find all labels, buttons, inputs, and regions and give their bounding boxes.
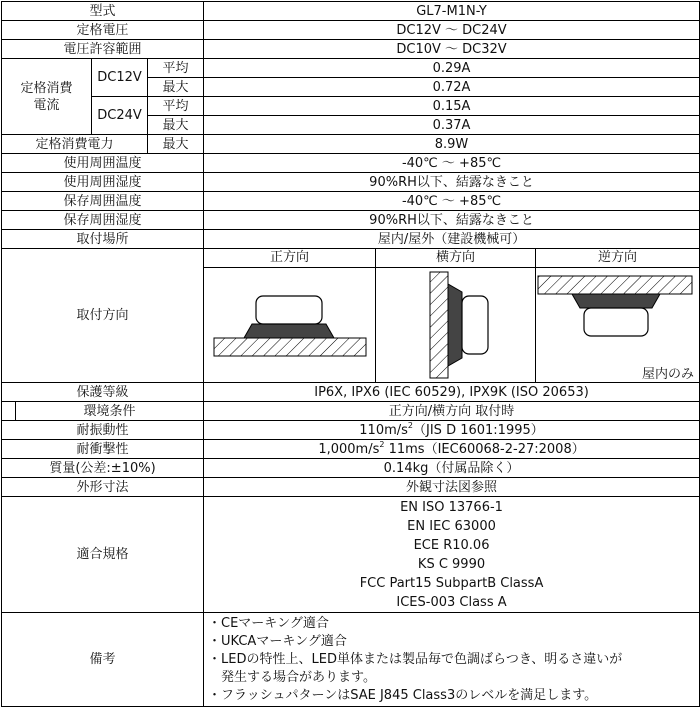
reverse-mount-diagram bbox=[536, 268, 700, 382]
row-current-dc12-avg bbox=[2, 59, 700, 78]
mount-surface-hatch bbox=[214, 338, 366, 356]
row-standards bbox=[2, 497, 700, 613]
orientation-side-label: 横方向 bbox=[376, 249, 535, 268]
vibration-value-main: 110m/s bbox=[359, 422, 408, 438]
shock-label: 耐衝撃性 bbox=[2, 440, 204, 459]
dimensions-label: 外形寸法 bbox=[2, 478, 204, 497]
row-orientation bbox=[2, 249, 700, 383]
current-label bbox=[2, 59, 92, 135]
row-env bbox=[2, 402, 700, 421]
shock-value bbox=[204, 440, 700, 459]
vibration-sup: 2 bbox=[407, 420, 414, 430]
st-temp-label: 保存周囲温度 bbox=[2, 192, 204, 211]
row-st-temp bbox=[2, 192, 700, 211]
dc24-max-label: 最大 bbox=[148, 116, 204, 135]
dc12-max-label: 最大 bbox=[148, 78, 204, 97]
dc12-label: DC12V bbox=[92, 59, 148, 97]
row-shock bbox=[2, 440, 700, 459]
vibration-label: 耐振動性 bbox=[2, 421, 204, 440]
remark-line: ・UKCAマーキング適合 bbox=[208, 633, 347, 649]
vibration-value-std: （JIS D 1601:1995） bbox=[413, 422, 544, 438]
orientation-reverse-label: 逆方向 bbox=[536, 249, 699, 268]
shock-sup: 2 bbox=[379, 439, 385, 449]
standard-item: EN IEC 63000 bbox=[407, 518, 496, 534]
mount-wall-hatch bbox=[430, 272, 448, 378]
env-label: 環境条件 bbox=[16, 402, 204, 421]
mass-value: 0.14kg（付属品除く） bbox=[204, 459, 700, 478]
power-label: 定格消費電力 bbox=[2, 135, 148, 154]
standard-item: EN ISO 13766-1 bbox=[400, 499, 503, 515]
row-protection bbox=[2, 383, 700, 402]
dc24-label: DC24V bbox=[92, 97, 148, 135]
indoor-only-note: 屋内のみ bbox=[642, 367, 695, 382]
power-sub-label: 最大 bbox=[148, 135, 204, 154]
row-rated-voltage bbox=[2, 21, 700, 40]
mount-ceiling-hatch bbox=[538, 276, 692, 294]
lamp-base bbox=[572, 294, 660, 308]
dc24-avg-label: 平均 bbox=[148, 97, 204, 116]
spec-table bbox=[1, 1, 700, 707]
dc12-avg-label: 平均 bbox=[148, 59, 204, 78]
env-value: 正方向/横方向 取付時 bbox=[204, 402, 700, 421]
remarks-list bbox=[204, 613, 700, 707]
voltage-range-label: 電圧許容範囲 bbox=[2, 40, 204, 59]
rated-voltage-value: DC12V ～ DC24V bbox=[204, 21, 700, 40]
op-humidity-label: 使用周囲湿度 bbox=[2, 173, 204, 192]
remark-line: ・フラッシュパターンはSAE J845 Class3のレベルを満足します。 bbox=[208, 687, 598, 703]
row-remarks bbox=[2, 613, 700, 707]
row-voltage-range bbox=[2, 40, 700, 59]
standards-label: 適合規格 bbox=[2, 497, 204, 613]
row-model bbox=[2, 2, 700, 21]
lamp-lens bbox=[462, 296, 488, 354]
row-location bbox=[2, 230, 700, 249]
st-humidity-label: 保存周囲湿度 bbox=[2, 211, 204, 230]
standard-item: KS C 9990 bbox=[417, 556, 486, 572]
row-op-temp bbox=[2, 154, 700, 173]
model-value: GL7-M1N-Y bbox=[204, 2, 700, 21]
row-op-humidity bbox=[2, 173, 700, 192]
lamp-base bbox=[448, 284, 462, 366]
dimensions-value: 外観寸法図参照 bbox=[204, 478, 700, 497]
shock-value-main: 1,000m/s bbox=[318, 441, 380, 457]
lamp-lens bbox=[256, 296, 322, 324]
remark-line: ・CEマーキング適合 bbox=[208, 615, 329, 631]
mass-label: 質量(公差:±10%) bbox=[2, 459, 204, 478]
dc12-avg-value: 0.29A bbox=[204, 59, 700, 78]
rated-voltage-label: 定格電圧 bbox=[2, 21, 204, 40]
st-humidity-value: 90%RH以下、結露なきこと bbox=[204, 211, 700, 230]
env-indent bbox=[2, 402, 16, 421]
model-label: 型式 bbox=[2, 2, 204, 21]
current-label-line2: 電流 bbox=[33, 97, 60, 113]
vibration-value bbox=[204, 421, 700, 440]
row-vibration bbox=[2, 421, 700, 440]
op-temp-label: 使用周囲温度 bbox=[2, 154, 204, 173]
normal-mount-diagram bbox=[204, 268, 376, 382]
power-value: 8.9W bbox=[204, 135, 700, 154]
voltage-range-value: DC10V ～ DC32V bbox=[204, 40, 700, 59]
dc24-avg-value: 0.15A bbox=[204, 97, 700, 116]
row-power bbox=[2, 135, 700, 154]
orientation-reverse-cell bbox=[536, 249, 700, 383]
orientation-normal-label: 正方向 bbox=[204, 249, 375, 268]
location-label: 取付場所 bbox=[2, 230, 204, 249]
orientation-normal-cell bbox=[204, 249, 376, 383]
dc12-max-value: 0.72A bbox=[204, 78, 700, 97]
row-st-humidity bbox=[2, 211, 700, 230]
standard-item: ICES-003 Class A bbox=[396, 594, 507, 610]
st-temp-value: -40℃ ～ +85℃ bbox=[204, 192, 700, 211]
standards-list bbox=[204, 497, 700, 613]
shock-value-std: 11ms（IEC60068-2-27:2008） bbox=[384, 441, 585, 457]
row-current-dc24-avg bbox=[2, 97, 700, 116]
protection-value: IP6X, IPX6 (IEC 60529), IPX9K (ISO 20653) bbox=[204, 383, 700, 402]
side-mount-diagram bbox=[376, 268, 536, 382]
op-temp-value: -40℃ ～ +85℃ bbox=[204, 154, 700, 173]
orientation-side-cell bbox=[376, 249, 536, 383]
standard-item: FCC Part15 SubpartB ClassA bbox=[359, 575, 544, 591]
row-mass bbox=[2, 459, 700, 478]
lamp-lens bbox=[584, 308, 648, 336]
op-humidity-value: 90%RH以下、結露なきこと bbox=[204, 173, 700, 192]
current-label-line1: 定格消費 bbox=[20, 80, 73, 96]
location-value: 屋内/屋外（建設機械可） bbox=[204, 230, 700, 249]
lamp-base bbox=[244, 324, 334, 338]
protection-label: 保護等級 bbox=[2, 383, 204, 402]
remark-line: ・LEDの特性上、LED単体または製品毎で色調ばらつき、明るさ違いが bbox=[208, 651, 623, 667]
orientation-label: 取付方向 bbox=[2, 249, 204, 383]
standard-item: ECE R10.06 bbox=[413, 537, 490, 553]
remarks-label: 備考 bbox=[2, 613, 204, 707]
row-dimensions bbox=[2, 478, 700, 497]
remark-line: 発生する場合があります。 bbox=[208, 669, 376, 685]
dc24-max-value: 0.37A bbox=[204, 116, 700, 135]
